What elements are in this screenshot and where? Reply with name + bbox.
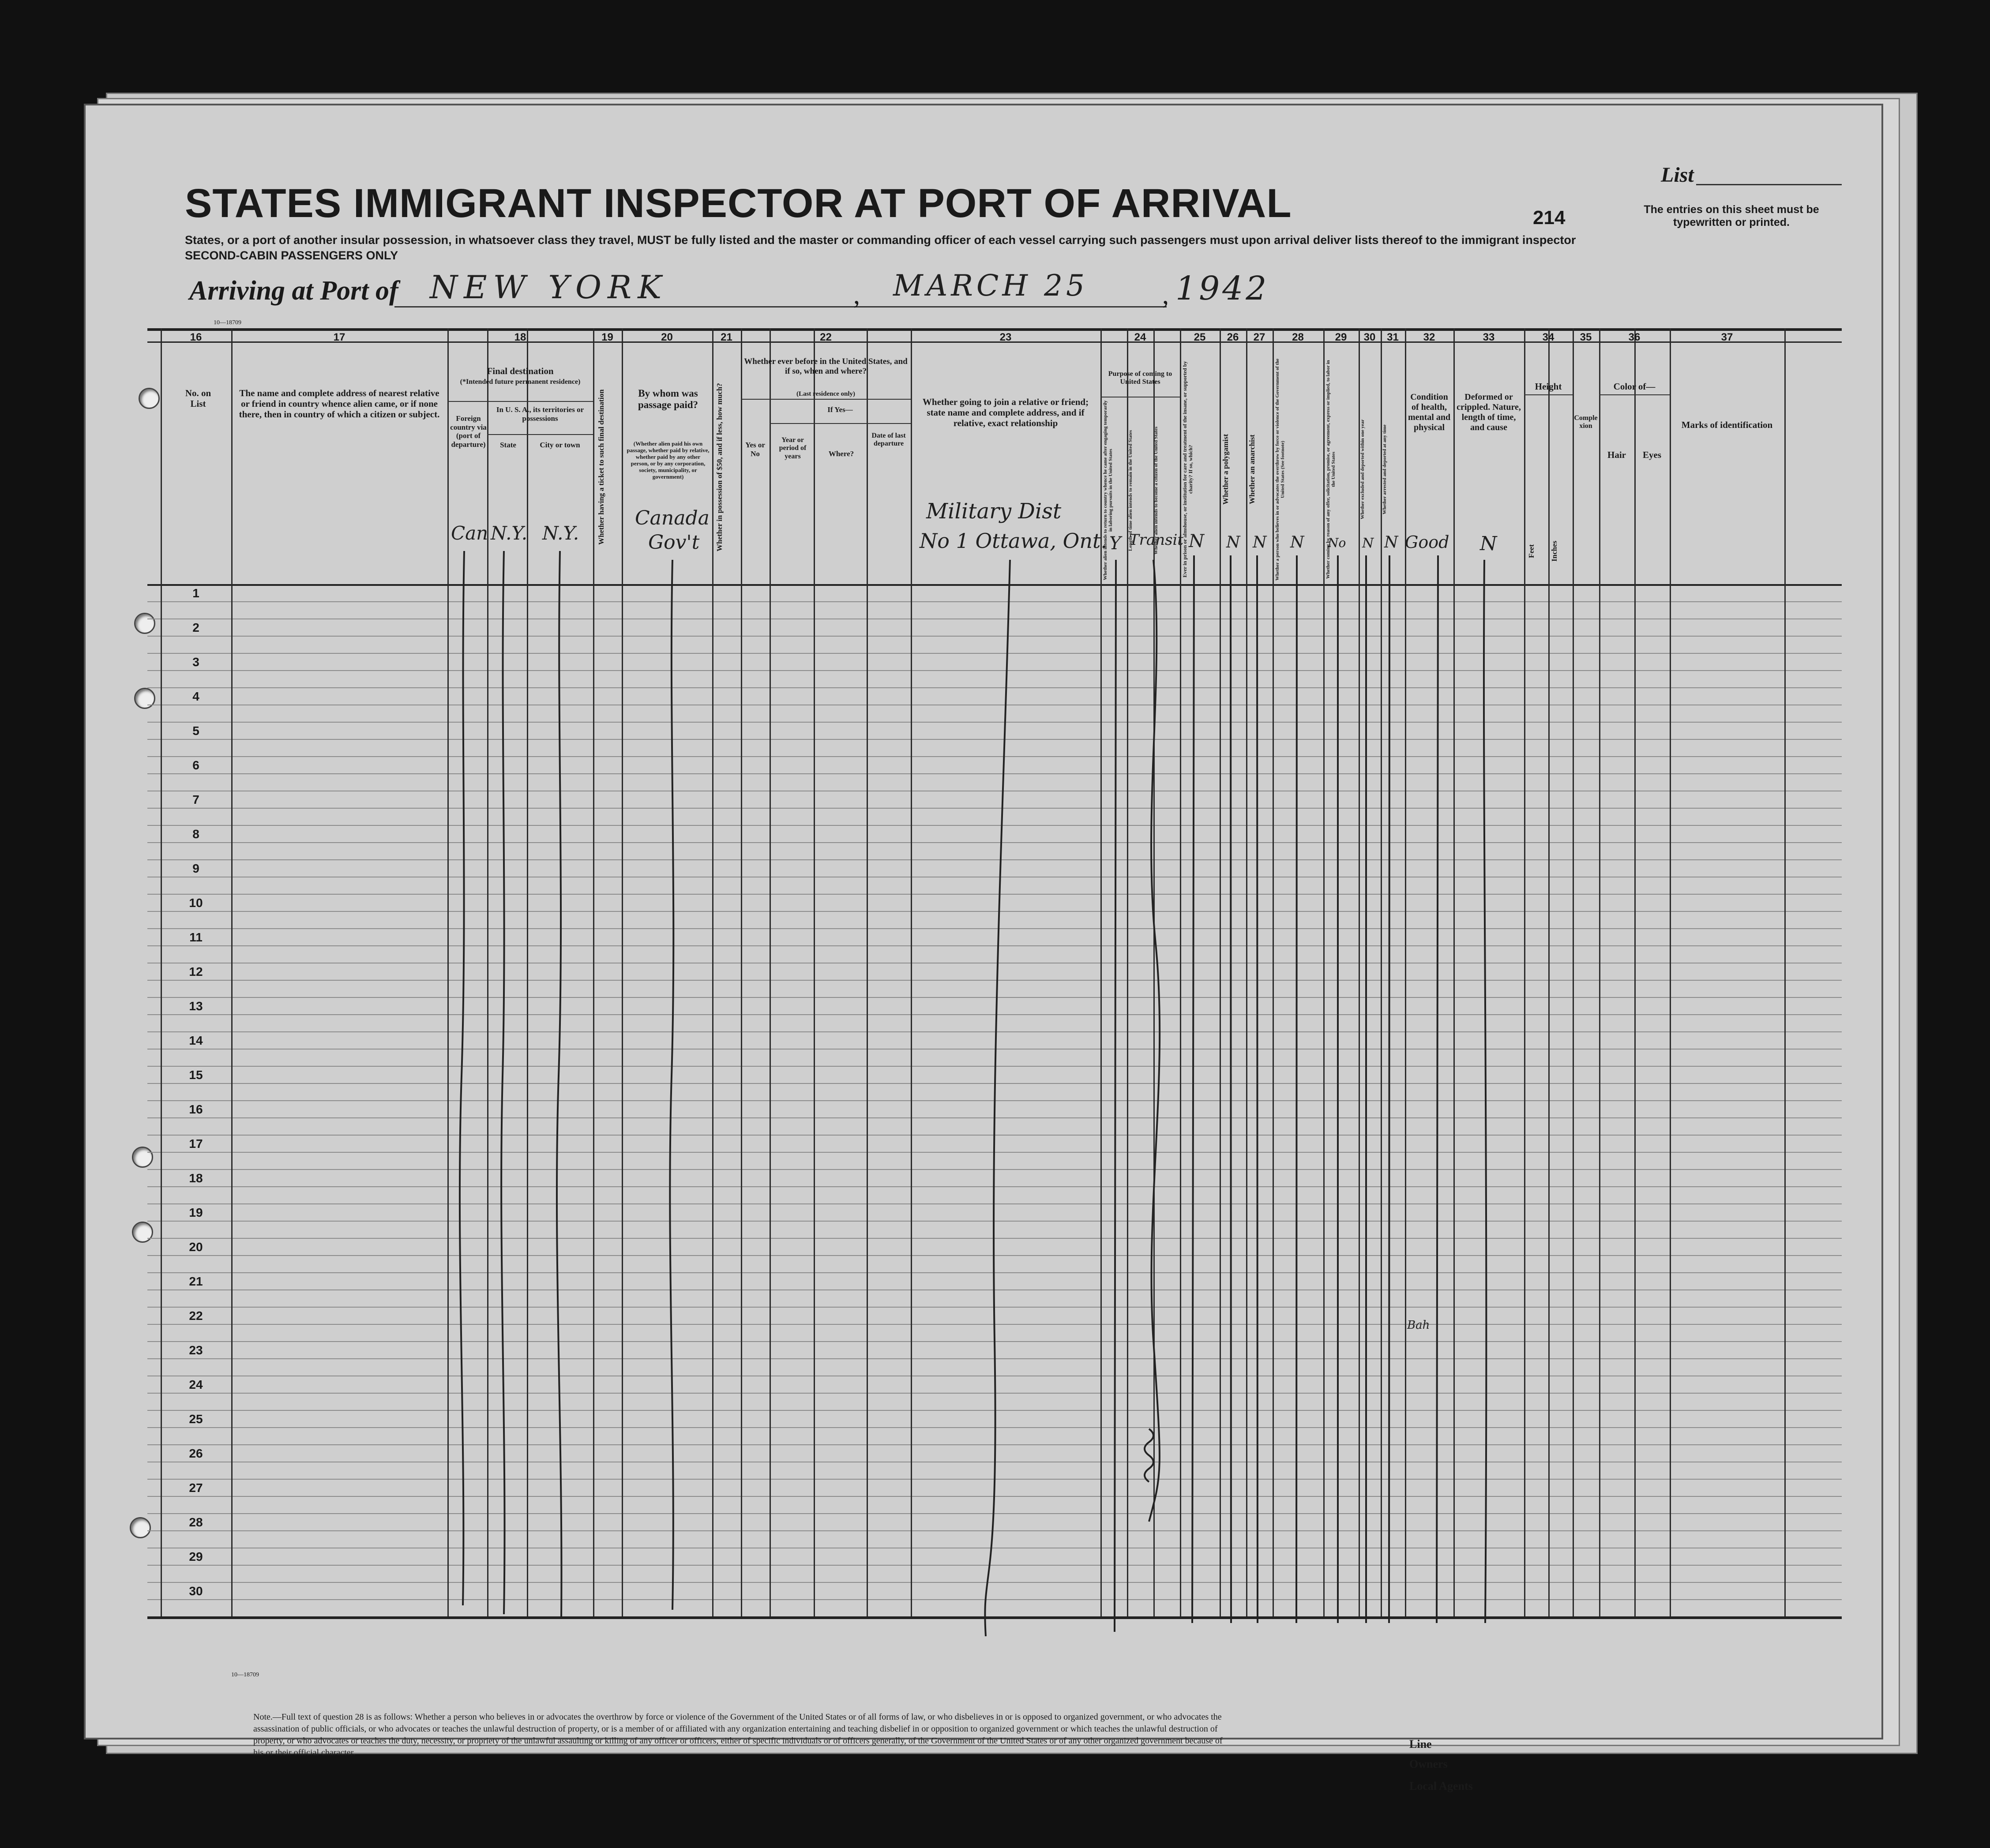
col-num-23: 23 bbox=[999, 331, 1012, 343]
col-num-16: 16 bbox=[190, 331, 202, 343]
footnote: Note.—Full text of question 28 is as follows: Whether a person who believes in or advocates the overthrow by force or violence of the Government of the United States or of all forms of law, or who disbelieves in or is opposed to organized government, or who advocates the assassination of public officials, or who advocates or teaches the unlawful destruction of property, or is a member of or affiliated with any organization entertaining and teaching disbelief in or opposition to organized government or which teaches the unlawful destruction of property, or who advocates or teaches the duty, necessity, or propriety of the unlawful assaulting or killing of any officer or officers, either of specific individuals or of officers generally, of the Government of the United States or of any other organized government because of his or their official character. bbox=[253, 1712, 1223, 1758]
entry-passage-paid-2: Gov't bbox=[648, 531, 700, 554]
header-possession-50: Whether in possession of $50, and if less, how much? bbox=[715, 383, 724, 551]
header-city: City or town bbox=[540, 441, 580, 449]
header-return-intent: Whether alien intends to return to country whence he came after engaging temporarily in laboring pursuits in the United States bbox=[1103, 400, 1114, 581]
col-num-36: 36 bbox=[1628, 331, 1641, 343]
col-num-34: 34 bbox=[1542, 331, 1554, 343]
row-number: 10 bbox=[189, 896, 203, 910]
header-deformed: Deformed or crippled. Nature, length of time, and cause bbox=[1457, 392, 1521, 432]
row-number: 29 bbox=[189, 1550, 203, 1563]
row-number: 18 bbox=[189, 1171, 203, 1185]
form-title: STATES IMMIGRANT INSPECTOR AT PORT OF ARRIVAL bbox=[185, 181, 1292, 226]
header-height: Height bbox=[1535, 381, 1562, 392]
header-period-years: Year or period of years bbox=[779, 436, 807, 460]
entry-deformed: N bbox=[1480, 532, 1497, 555]
entry-returning: Y bbox=[1109, 533, 1121, 554]
ditto-line-c26 bbox=[1230, 555, 1232, 1623]
header-complexion: Complexion bbox=[1574, 414, 1598, 430]
typewritten-note: The entries on this sheet must be typewritten or printed. bbox=[1644, 203, 1819, 229]
col-num-24: 24 bbox=[1134, 331, 1146, 343]
header-marks: Marks of identification bbox=[1681, 420, 1773, 430]
header-final-destination-note: (*Intended future permanent residence) bbox=[460, 378, 581, 386]
ditto-line-city bbox=[557, 551, 561, 1619]
col-num-21: 21 bbox=[721, 331, 732, 343]
col-num-29: 29 bbox=[1335, 331, 1347, 343]
ditto-line-c31 bbox=[1389, 555, 1390, 1623]
ditto-line-c30 bbox=[1366, 555, 1367, 1623]
entry-col27: N bbox=[1253, 533, 1267, 551]
entry-col25: N bbox=[1189, 531, 1204, 551]
row-number: 4 bbox=[192, 690, 199, 703]
col-num-37: 37 bbox=[1721, 331, 1733, 343]
row-number: 17 bbox=[189, 1137, 203, 1151]
row-number: 5 bbox=[192, 724, 199, 738]
comma: , bbox=[1162, 280, 1169, 309]
class-line: SECOND-CABIN PASSENGERS ONLY bbox=[185, 249, 398, 262]
sig-agents-label: Local Agents bbox=[1409, 1780, 1473, 1792]
col-num-31: 31 bbox=[1387, 331, 1399, 343]
col-num-35: 35 bbox=[1580, 331, 1592, 343]
header-eyes: Eyes bbox=[1643, 450, 1661, 460]
col-num-33: 33 bbox=[1483, 331, 1495, 343]
ditto-line-health bbox=[1437, 555, 1438, 1623]
row-number: 25 bbox=[189, 1412, 203, 1426]
ditto-line-c28 bbox=[1296, 555, 1298, 1623]
year-value: 1942 bbox=[1175, 270, 1269, 307]
row-number: 6 bbox=[192, 758, 199, 772]
header-citizen-intent: Whether alien intends to become a citizen of the United States bbox=[1153, 426, 1159, 555]
entry-col29: No bbox=[1328, 536, 1346, 550]
header-health: Condition of health, mental and physical bbox=[1408, 392, 1451, 432]
form-subtitle: States, or a port of another insular possession, in whatsoever class they travel, MUST be fully listed and the master or commanding officer of each vessel carrying such passengers must upon arrival deliver lists thereof to the immigrant inspector bbox=[185, 233, 1576, 247]
arriving-label: Arriving at Port of bbox=[189, 276, 398, 306]
row-number: 22 bbox=[189, 1309, 203, 1323]
ditto-line-c25 bbox=[1192, 555, 1194, 1623]
row-number: 14 bbox=[189, 1034, 203, 1047]
header-yes-no: Yes or No bbox=[745, 441, 765, 458]
col-num-18: 18 bbox=[514, 331, 526, 343]
entry-state: N.Y. bbox=[491, 522, 528, 544]
row-number: 21 bbox=[189, 1274, 203, 1288]
col-num-26: 26 bbox=[1227, 331, 1239, 343]
sig-owners-label: Owners bbox=[1409, 1758, 1448, 1770]
ditto-line-c29 bbox=[1337, 555, 1339, 1623]
header-hair: Hair bbox=[1607, 450, 1626, 460]
row-number: 9 bbox=[192, 862, 199, 875]
header-excluded: Whether excluded and deported within one year bbox=[1360, 419, 1365, 520]
header-state: State bbox=[500, 441, 516, 449]
row-number: 3 bbox=[192, 655, 199, 669]
header-passage-paid: By whom was passage paid? bbox=[638, 388, 698, 411]
comma: , bbox=[853, 280, 860, 309]
row-number: 7 bbox=[192, 793, 199, 806]
header-nearest-relative: The name and complete address of nearest relative or friend in country whence alien came, or if none there, then in country of which a citizen or subject. bbox=[239, 388, 440, 420]
row-number: 12 bbox=[189, 965, 203, 978]
row-number: 8 bbox=[192, 827, 199, 841]
header-ever-before-note: (Last residence only) bbox=[796, 390, 856, 397]
header-anarchist: Whether an anarchist bbox=[1248, 434, 1256, 505]
col-num-17: 17 bbox=[333, 331, 345, 343]
header-ticket: Whether having a ticket to such final destination bbox=[597, 389, 605, 545]
header-final-destination: Final destination bbox=[487, 366, 554, 376]
ditto-line-passage bbox=[670, 560, 673, 1610]
ditto-line-join bbox=[985, 560, 1010, 1636]
entry-col30: N bbox=[1362, 536, 1374, 551]
row-number: 30 bbox=[189, 1584, 203, 1598]
col-num-19: 19 bbox=[601, 331, 613, 343]
row-number: 23 bbox=[189, 1343, 203, 1357]
row-number: 13 bbox=[189, 999, 203, 1013]
entry-margin-mark: Bah bbox=[1407, 1319, 1430, 1332]
entry-passage-paid-1: Canada bbox=[635, 507, 710, 529]
header-overthrow: Whether a person who believes in or advocates the overthrow by force or violence of the Government of the United States (See footnote) bbox=[1275, 358, 1286, 581]
entry-join-1: Military Dist bbox=[926, 499, 1062, 524]
row-number: 28 bbox=[189, 1515, 203, 1529]
header-inches: Inches bbox=[1550, 540, 1558, 562]
ditto-line-foreign bbox=[460, 551, 464, 1605]
col-num-27: 27 bbox=[1253, 331, 1265, 343]
ditto-marks bbox=[86, 105, 1881, 1738]
header-in-usa: In U. S. A., its territories or possessions bbox=[496, 405, 584, 423]
row-number: 19 bbox=[189, 1206, 203, 1219]
date-value: MARCH 25 bbox=[893, 269, 1088, 303]
header-if-yes: If Yes— bbox=[827, 405, 853, 414]
entry-join-2: No 1 Ottawa, Ont. bbox=[920, 529, 1108, 553]
row-number: 26 bbox=[189, 1447, 203, 1460]
manifest-sheet bbox=[84, 104, 1883, 1792]
entry-col28: N bbox=[1290, 533, 1304, 551]
ditto-line-state bbox=[501, 551, 504, 1614]
row-number: 11 bbox=[189, 930, 203, 944]
entry-city: N.Y. bbox=[542, 522, 579, 544]
header-join-relative: Whether going to join a relative or friend; state name and complete address, and if relative, exact relationship bbox=[922, 397, 1089, 429]
row-number: 1 bbox=[192, 586, 199, 600]
ditto-line-c27 bbox=[1257, 555, 1258, 1623]
row-number: 2 bbox=[192, 621, 199, 634]
header-no-on-list: No. on List bbox=[185, 388, 211, 409]
header-feet: Feet bbox=[1527, 544, 1536, 558]
ditto-line-deformed bbox=[1484, 560, 1486, 1623]
header-foreign-country: Foreign country via (port of departure) bbox=[450, 414, 487, 449]
col-num-25: 25 bbox=[1194, 331, 1206, 343]
row-number: 15 bbox=[189, 1068, 203, 1082]
ditto-line-return bbox=[1115, 560, 1116, 1632]
form-code-bottom: 10—18709 bbox=[231, 1672, 259, 1678]
ditto-line-transit bbox=[1145, 560, 1160, 1522]
header-polygamist: Whether a polygamist bbox=[1221, 434, 1230, 505]
col-num-32: 32 bbox=[1423, 331, 1435, 343]
header-color: Color of— bbox=[1613, 381, 1656, 392]
header-arrested: Whether arrested and deported at any time bbox=[1382, 424, 1387, 514]
header-labor-offer: Whether coming by reason of any offer, solicitation, promise, or agreement, express or implied, to labor in the United States bbox=[1325, 360, 1337, 579]
list-label: List bbox=[1661, 163, 1694, 187]
entry-foreign-country: Can bbox=[451, 522, 488, 544]
row-number: 20 bbox=[189, 1240, 203, 1254]
col-num-30: 30 bbox=[1363, 331, 1376, 343]
col-num-28: 28 bbox=[1292, 331, 1304, 343]
header-purpose: Purpose of coming to United States bbox=[1108, 370, 1172, 386]
row-number: 16 bbox=[189, 1102, 203, 1116]
header-passage-paid-note: (Whether alien paid his own passage, whether paid by relative, whether paid by any other person, or by any corporation, society, municipality, or government) bbox=[627, 440, 710, 480]
entry-col31: N bbox=[1384, 533, 1398, 551]
col-num-22: 22 bbox=[820, 331, 832, 343]
sheet-number: 214 bbox=[1533, 207, 1566, 229]
header-prison: Ever in prison or almshouse, or institution for care and treatment of the insane, or supported by charity? If so, which? bbox=[1182, 361, 1194, 578]
port-value: NEW YORK bbox=[430, 269, 668, 306]
header-length-stay: Length of time alien intends to remain in the United States bbox=[1128, 430, 1133, 551]
row-number: 27 bbox=[189, 1481, 203, 1495]
form-code-top: 10—18709 bbox=[214, 319, 241, 326]
entry-col26: N bbox=[1226, 533, 1240, 551]
header-last-departure: Date of last departure bbox=[871, 432, 906, 448]
sig-line-label: Line bbox=[1409, 1738, 1432, 1751]
entry-length-stay: Transit bbox=[1129, 531, 1184, 549]
col-num-20: 20 bbox=[661, 331, 673, 343]
row-number: 24 bbox=[189, 1378, 203, 1391]
entry-health: Good bbox=[1405, 532, 1449, 552]
header-where: Where? bbox=[828, 450, 854, 458]
header-ever-before: Whether ever before in the United States, and if so, when and where? bbox=[744, 357, 908, 376]
